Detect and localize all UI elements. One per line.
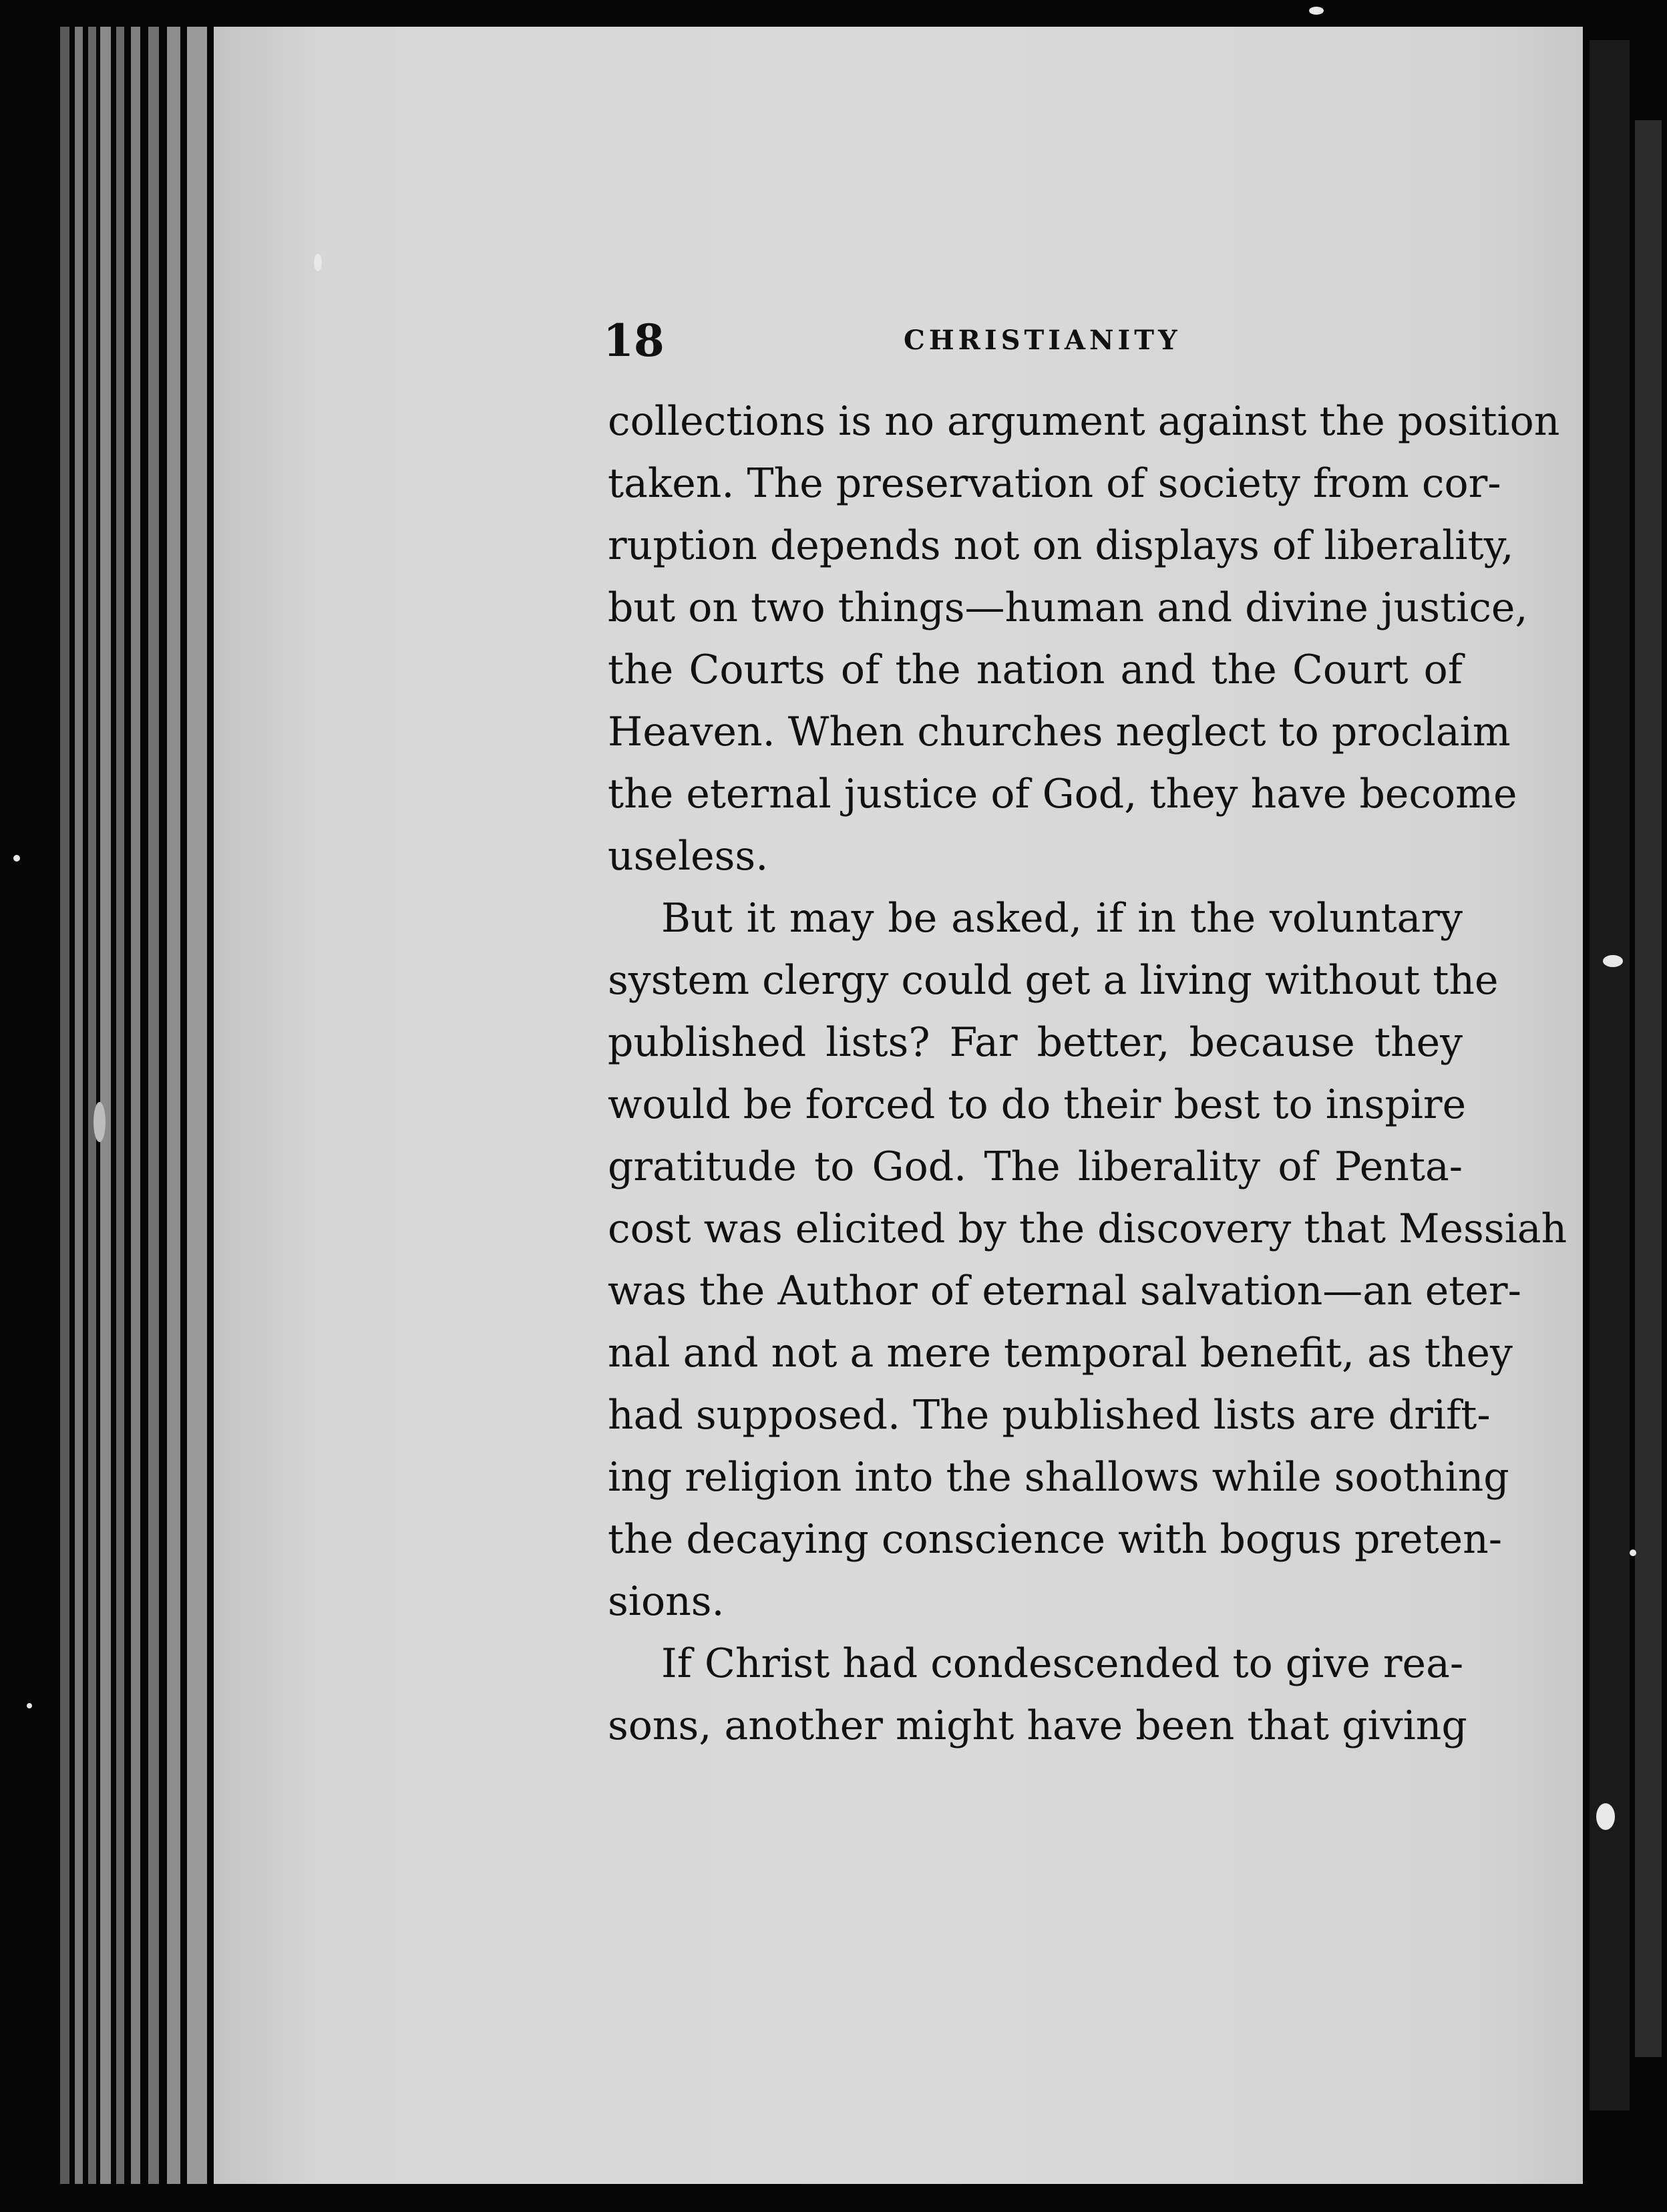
binding-shadow (1590, 40, 1630, 2110)
text-line: But it may be asked, if in the voluntary (661, 895, 1463, 942)
scan-speck (13, 855, 20, 862)
text-line: would be forced to do their best to inspire (608, 1081, 1467, 1128)
text-line: but on two things—human and divine justice, (608, 584, 1528, 631)
scan-speck (1630, 1549, 1636, 1556)
text-line: ing religion into the shallows while soothing (608, 1454, 1509, 1501)
text-line: the Courts of the nation and the Court of (608, 647, 1463, 693)
text-line: gratitude to God. The liberality of Penta- (608, 1143, 1463, 1190)
page-edge (167, 27, 180, 2184)
scan-speck (1596, 1803, 1615, 1830)
text-line: system clergy could get a living without the (608, 957, 1499, 1004)
text-line: nal and not a mere temporal benefit, as they (608, 1330, 1513, 1376)
scan-speck (1309, 7, 1324, 15)
text-line: had supposed. The published lists are drift- (608, 1392, 1491, 1439)
page-edge (116, 27, 124, 2184)
body-text (608, 391, 1567, 1757)
text-line: ruption depends not on displays of liberality, (608, 522, 1514, 569)
page-edge (60, 27, 69, 2184)
scan-speck (1603, 955, 1623, 967)
text-line: Heaven. When churches neglect to proclaim (608, 709, 1511, 755)
text-line: published lists? Far better, because they (608, 1019, 1463, 1066)
text-line: collections is no argument against the position (608, 398, 1560, 445)
text-line: the decaying conscience with bogus preten- (608, 1516, 1503, 1563)
text-line: sions. (608, 1578, 725, 1625)
page-header (603, 304, 1445, 377)
scan-speck (27, 1703, 32, 1708)
page-edge (148, 27, 159, 2184)
page-edge (131, 27, 140, 2184)
text-line: If Christ had condescended to give rea- (661, 1640, 1464, 1687)
scan-speck (314, 254, 322, 271)
text-line: cost was elicited by the discovery that Messiah (608, 1206, 1567, 1252)
text-line: was the Author of eternal salvation—an eter- (608, 1268, 1521, 1314)
page-number: 18 (603, 315, 665, 367)
running-head: CHRISTIANITY (904, 325, 1181, 356)
text-line: sons, another might have been that giving (608, 1702, 1467, 1749)
page-edge (187, 27, 207, 2184)
page-edge (88, 27, 96, 2184)
text-line: useless. (608, 833, 769, 880)
scan-speck (94, 1102, 106, 1142)
text-line: taken. The preservation of society from cor- (608, 460, 1501, 507)
text-line: the eternal justice of God, they have become (608, 771, 1517, 817)
next-page-edge (1635, 120, 1662, 2057)
page-edge (75, 27, 83, 2184)
